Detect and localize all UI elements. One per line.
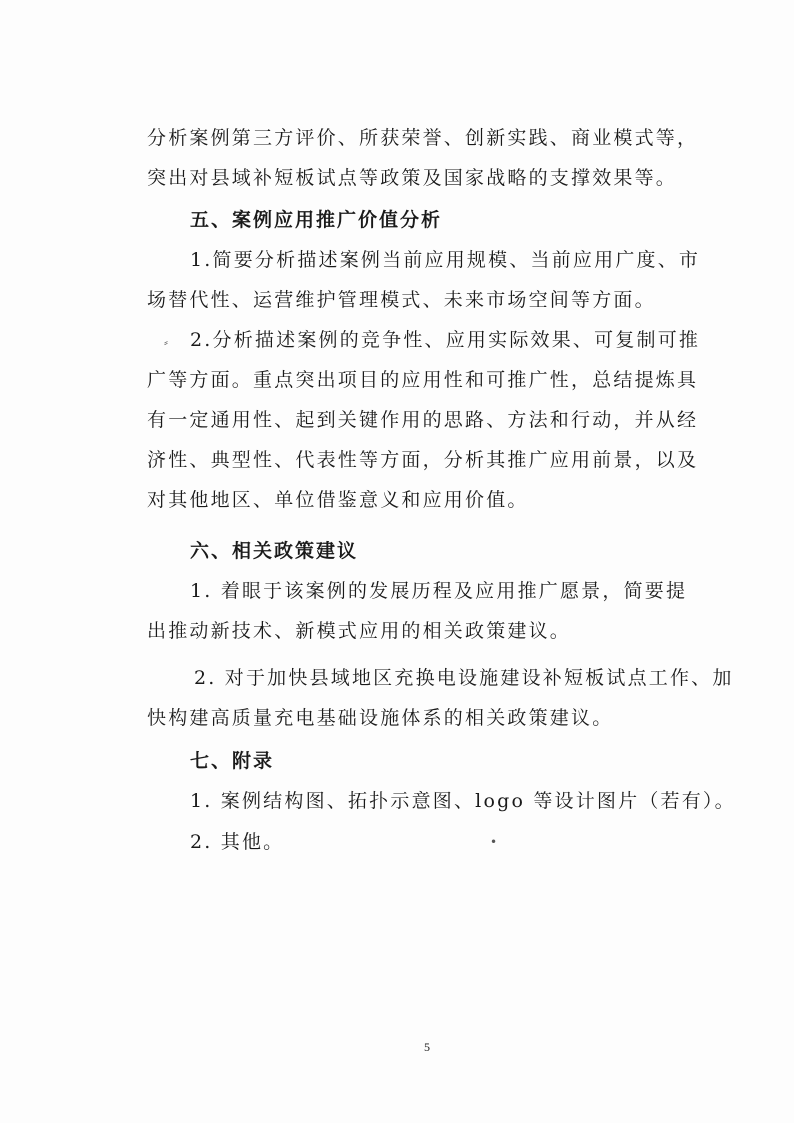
paragraph-line: 1. 着眼于该案例的发展历程及应用推广愿景，简要提 <box>190 580 688 602</box>
page-number: 5 <box>424 1040 430 1054</box>
paragraph-line: 对其他地区、单位借鉴意义和应用价值。 <box>147 489 529 511</box>
paragraph-line: 1.简要分析描述案例当前应用规模、当前应用广度、市 <box>190 249 701 271</box>
paragraph-line: 快构建高质量充电基础设施体系的相关政策建议。 <box>147 707 614 729</box>
paragraph-line: 2. 对于加快县域地区充换电设施建设补短板试点工作、加 <box>194 667 734 689</box>
paragraph-line: 广等方面。重点突出项目的应用性和可推广性，总结提炼具 <box>147 369 699 391</box>
paragraph-line: 突出对县域补短板试点等政策及国家战略的支撑效果等。 <box>147 167 678 189</box>
paragraph-line: 1. 案例结构图、拓扑示意图、logo 等设计图片（若有）。 <box>190 790 736 812</box>
paragraph-line: 分析案例第三方评价、所获荣誉、创新实践、商业模式等， <box>147 127 699 149</box>
paragraph-line: 出推动新技术、新模式应用的相关政策建议。 <box>147 620 572 642</box>
scan-speck-icon: • <box>490 835 498 849</box>
paragraph-line: 2. 其他。 <box>190 831 285 853</box>
paragraph-line: 有一定通用性、起到关键作用的思路、方法和行动，并从经 <box>147 409 699 431</box>
section-heading-5: 五、案例应用推广价值分析 <box>190 209 443 231</box>
scan-mark-icon: ⸗ <box>164 335 168 349</box>
paragraph-line: 2.分析描述案例的竞争性、应用实际效果、可复制可推 <box>190 329 701 351</box>
paragraph-line: 济性、典型性、代表性等方面，分析其推广应用前景，以及 <box>147 449 699 471</box>
section-heading-6: 六、相关政策建议 <box>190 540 359 562</box>
section-heading-7: 七、附录 <box>190 750 275 772</box>
paragraph-line: 场替代性、运营维护管理模式、未来市场空间等方面。 <box>147 289 656 311</box>
